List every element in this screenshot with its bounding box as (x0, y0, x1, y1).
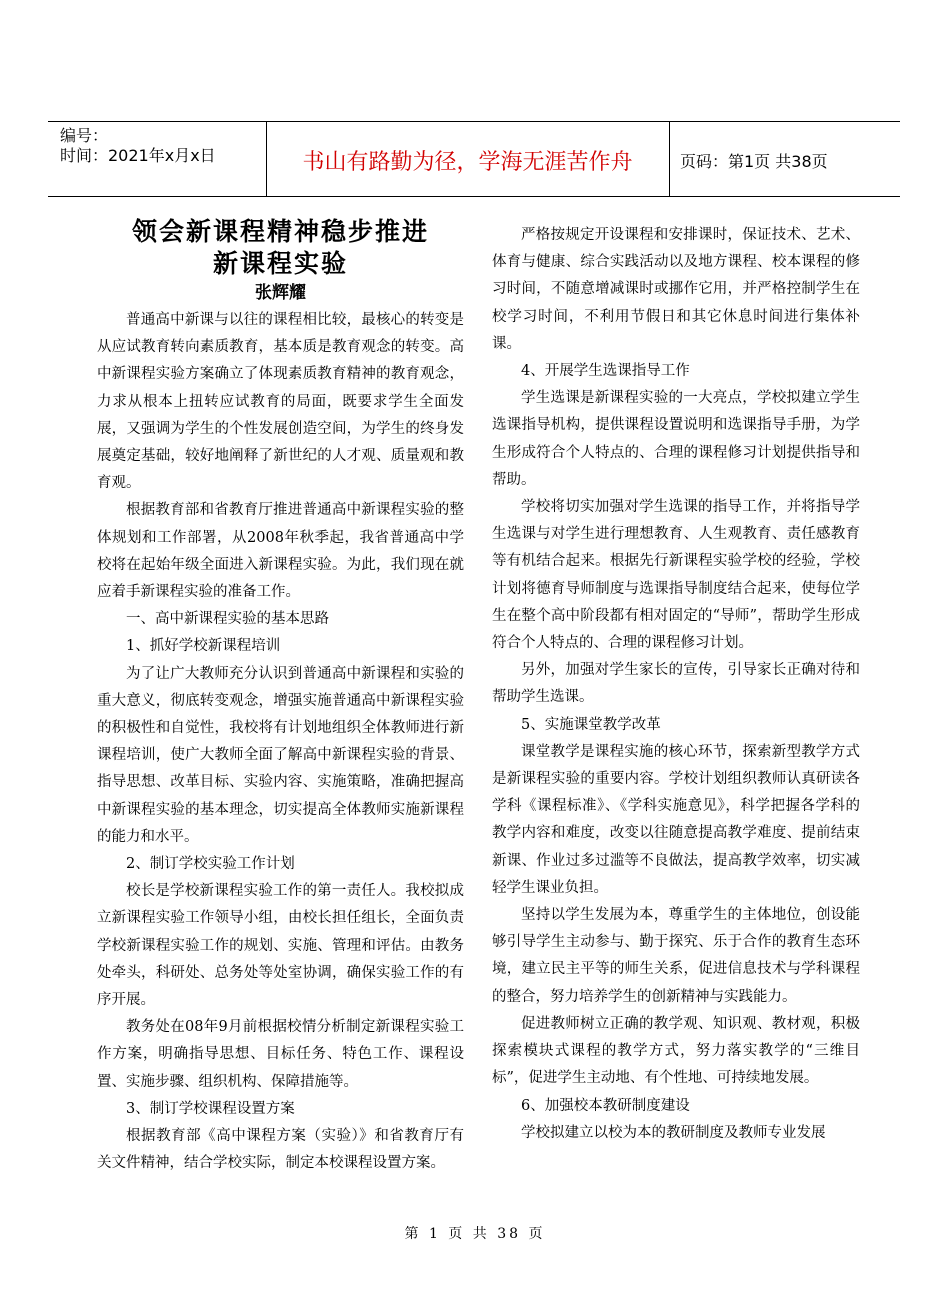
left-column (97, 215, 464, 1178)
header-motto-cell (266, 122, 670, 196)
paragraph: 学校拟建立以校为本的教研制度及教师专业发展 (521, 1124, 826, 1141)
paragraph: 校长是学校新课程实验工作的第一责任人。我校拟成立新课程实验工作领导小组，由校长担任组长，全面负责学校新课程实验工作的规划、实施、管理和评估。由教务处牵头，科研处、总务处等处室协调，确保实验工作的有序开展。 (97, 883, 464, 1009)
subsection-heading: 4、开展学生选课指导工作 (521, 363, 690, 380)
document-number-label: 编号： (60, 126, 109, 145)
paragraph: 严格按规定开设课程和安排课时，保证技术、艺术、体育与健康、综合实践活动以及地方课程、校本课程的修习时间，不随意增减课时或挪作它用，并严格控制学生在校学习时间，不利用节假日和其它休息时间进行集体补课。 (492, 227, 860, 352)
subsection-heading: 2、制订学校实验工作计划 (126, 856, 295, 873)
subsection-heading: 3、制订学校课程设置方案 (126, 1100, 295, 1117)
paragraph: 根据教育部和省教育厅推进普通高中新课程实验的整体规划和工作部署，从2008年秋季起，我省普通高中学校将在起始年级全面进入新课程实验。为此，我们现在就应着手新课程实验的准备工作。 (97, 502, 464, 601)
subsection-heading: 5、实施课堂教学改革 (521, 716, 661, 733)
paragraph: 学校将切实加强对学生选课的指导工作，并将指导学生选课与对学生进行理想教育、人生观教育、责任感教育等有机结合起来。根据先行新课程实验学校的经验，学校计划将德育导师制度与选课指导制度结合起来，使每位学生在整个高中阶段都有相对固定的“导师”，帮助学生形成符合个人特点的、合理的课程修习计划。 (492, 499, 860, 652)
page-footer: 第 1 页 共 38 页 (404, 1226, 546, 1242)
article-title-line-2: 新课程实验 (212, 249, 348, 278)
article-author: 张辉耀 (255, 283, 306, 303)
motto-text: 书山有路勤为径，学海无涯苦作舟 (302, 150, 633, 175)
document-header (48, 121, 900, 197)
document-time-label: 时间：2021年x月x日 (60, 146, 216, 165)
paragraph: 课堂教学是课程实施的核心环节，探索新型教学方式是新课程实验的重要内容。学校计划组织教师认真研读各学科《课程标准》、《学科实施意见》，科学把握各学科的教学内容和难度，改变以往随意提高教学难度、提前结束新课、作业过多过滥等不良做法，提高教学效率，切实减轻学生课业负担。 (492, 743, 860, 896)
page-info: 页码：第1页 共38页 (680, 152, 828, 171)
paragraph: 坚持以学生发展为本，尊重学生的主体地位，创设能够引导学生主动参与、勤于探究、乐于合作的教育生态环境，建立民主平等的师生关系，促进信息技术与学科课程的整合，努力培养学生的创新精神与实践能力。 (492, 907, 860, 1005)
section-heading: 一、高中新课程实验的基本思路 (126, 611, 329, 628)
article-title-line-1: 领会新课程精神稳步推进 (131, 217, 429, 246)
paragraph: 促进教师树立正确的教学观、知识观、教材观，积极探索模块式课程的教学方式，努力落实教学的“三维目标”，促进学生主动地、有个性地、可持续地发展。 (492, 1015, 860, 1087)
paragraph: 根据教育部《高中课程方案（实验）》和省教育厅有关文件精神，结合学校实际，制定本校课程设置方案。 (97, 1128, 464, 1172)
subsection-heading: 6、加强校本教研制度建设 (521, 1097, 690, 1114)
header-page-cell (670, 122, 900, 196)
header-meta-cell (48, 122, 267, 196)
paragraph: 学生选课是新课程实验的一大亮点，学校拟建立学生选课指导机构，提供课程设置说明和选课指导手册，为学生形成符合个人特点的、合理的课程修习计划提供指导和帮助。 (492, 390, 860, 488)
paragraph: 普通高中新课与以往的课程相比较，最核心的转变是从应试教育转向素质教育，基本质是教育观念的转变。高中新课程实验方案确立了体现素质教育精神的教育观念，力求从根本上扭转应试教育的局面，既要求学生全面发展，又强调为学生的个性发展创造空间，为学生的终身发展奠定基础，较好地阐释了新世纪的人才观、质量观和教育观。 (97, 312, 464, 492)
paragraph: 另外，加强对学生家长的宣传，引导家长正确对待和帮助学生选课。 (492, 662, 860, 706)
right-column (492, 222, 860, 1147)
paragraph: 教务处在08年9月前根据校情分析制定新课程实验工作方案，明确指导思想、目标任务、特色工作、课程设置、实施步骤、组织机构、保障措施等。 (97, 1019, 464, 1090)
paragraph: 为了让广大教师充分认识到普通高中新课程和实验的重大意义，彻底转变观念，增强实施普通高中新课程实验的积极性和自觉性，我校将有计划地组织全体教师进行新课程培训，使广大教师全面了解高中新课程实验的背景、指导思想、改革目标、实验内容、实施策略，准确把握高中新课程实验的基本理念，切实提高全体教师实施新课程的能力和水平。 (97, 665, 464, 845)
subsection-heading: 1、抓好学校新课程培训 (126, 638, 281, 655)
